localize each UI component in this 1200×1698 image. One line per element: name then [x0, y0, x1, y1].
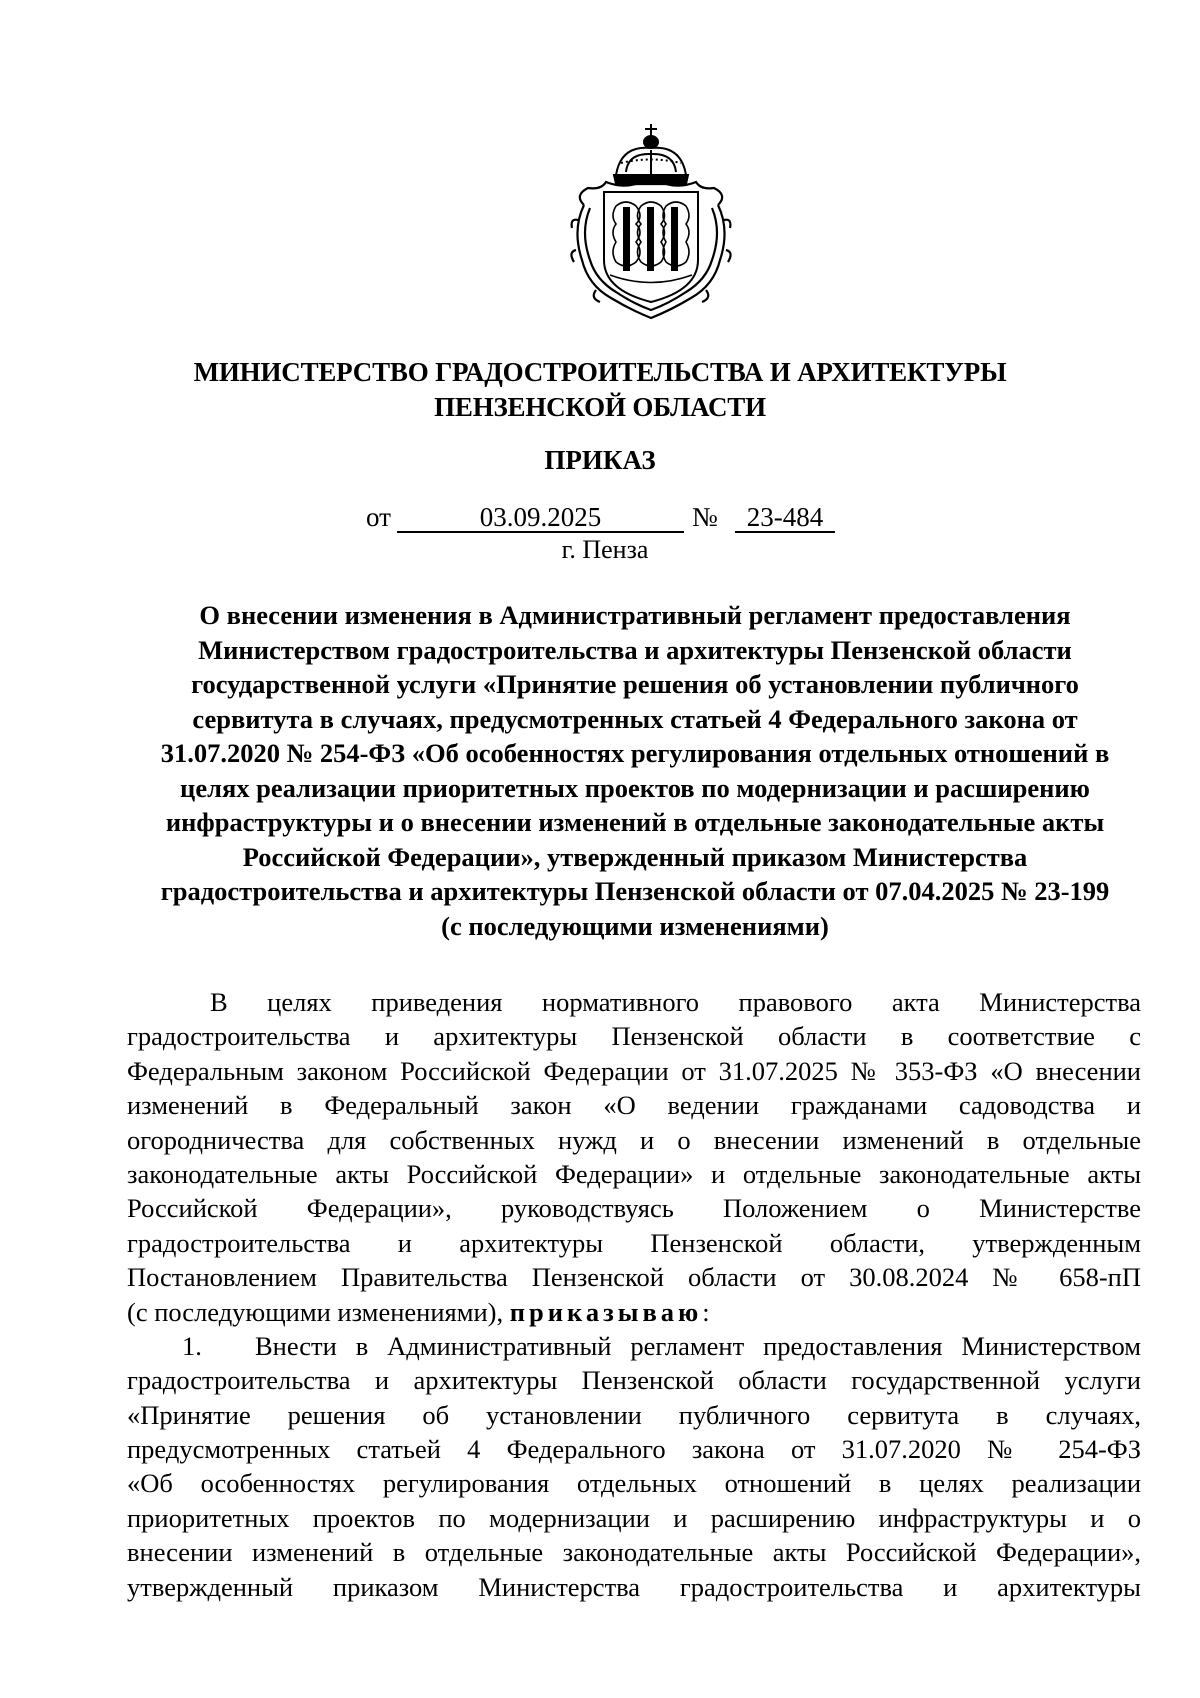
preamble-last-line [127, 1295, 1141, 1329]
date-number-row [0, 501, 1200, 537]
preamble-line: В целях приведения нормативного правового акта Министерства [210, 987, 1141, 1017]
orders-word: приказываю [509, 1296, 703, 1327]
preamble-line: законодательные акты Российской Федерации» и отдельные законодательные акты [127, 1158, 1141, 1189]
item-1-line: градостроительства и архитектуры Пензенской области государственной услуги [127, 1365, 1141, 1396]
item-1-line: предусмотренных статьей 4 Федерального закона от 31.07.2020 № 254-ФЗ [127, 1434, 1141, 1465]
preamble-line: градостроительства и архитектуры Пензенской области, утвержденным [127, 1227, 1141, 1258]
subject-line: 31.07.2020 № 254-ФЗ «Об особенностях регулирования отдельных отношений в [160, 738, 1110, 768]
subject-line: инфраструктуры и о внесении изменений в отдельные законодательные акты [165, 807, 1105, 837]
subject-line: Министерством градостроительства и архитектуры Пензенской области [198, 634, 1072, 665]
item-1-line: утвержденный приказом Министерства градостроительства и архитектуры [127, 1571, 1141, 1602]
document-type: ПРИКАЗ [544, 445, 656, 475]
item-1-line: внесении изменений в отдельные законодательные акты Российской Федерации», [127, 1537, 1141, 1568]
item-1-line: «Об особенностях регулирования отдельных отношений в целях реализации [127, 1468, 1141, 1499]
preamble-last-text: (с последующими изменениями), [127, 1296, 510, 1327]
ministry-title-line: МИНИСТЕРСТВО ГРАДОСТРОИТЕЛЬСТВА И АРХИТЕКТУРЫ [193, 357, 1007, 387]
document-number: 23-484 [735, 501, 835, 533]
item-1-first-text: Внести в Административный регламент предоставления Министерством [255, 1330, 1141, 1361]
preamble-line: Федеральным законом Российской Федерации от 31.07.2025 № 353-ФЗ «О внесении [127, 1055, 1141, 1086]
subject-line: государственной услуги «Принятие решения об установлении публичного [191, 669, 1079, 699]
preamble-line: Российской Федерации», руководствуясь Положением о Министерстве [127, 1193, 1141, 1224]
penza-region-coat-of-arms-icon [566, 120, 736, 320]
item-1-line: «Принятие решения об установлении публичного сервитута в случаях, [127, 1399, 1141, 1430]
item-1-first-line [127, 1329, 1141, 1363]
preamble-colon: : [702, 1296, 710, 1327]
city-label: г. Пенза [561, 535, 649, 564]
document-body [127, 985, 1141, 1604]
subject-line: сервитута в случаях, предусмотренных статьей 4 Федерального закона от [192, 703, 1078, 734]
subject-line: целях реализации приоритетных проектов по модернизации и расширению [180, 772, 1090, 803]
item-1-number: 1. [182, 1330, 202, 1361]
item-1-line: приоритетных проектов по модернизации и расширению инфраструктуры и о [127, 1502, 1141, 1533]
from-label: от [366, 502, 391, 532]
document-date: 03.09.2025 [397, 501, 684, 533]
subject-line: О внесении изменения в Административный регламент предоставления [199, 600, 1071, 630]
ministry-title [160, 355, 1040, 425]
preamble-line: градостроительства и архитектуры Пензенской области в соответствие с [127, 1021, 1141, 1052]
number-label: № [692, 502, 718, 532]
document-subject [130, 598, 1140, 943]
subject-line: (с последующими изменениями) [441, 910, 829, 941]
preamble-line: огородничества для собственных нужд и о внесении изменений в отдельные [127, 1124, 1141, 1155]
subject-line: градостроительства и архитектуры Пензенской области от 07.04.2025 № 23-199 [160, 876, 1110, 906]
ministry-title-line: ПЕНЗЕНСКОЙ ОБЛАСТИ [434, 392, 766, 422]
subject-line: Российской Федерации», утвержденный приказом Министерства [242, 841, 1028, 872]
preamble-line: Постановлением Правительства Пензенской области от 30.08.2024 № 658-пП [127, 1262, 1141, 1293]
preamble-line: изменений в Федеральный закон «О ведении гражданами садоводства и [127, 1090, 1141, 1121]
